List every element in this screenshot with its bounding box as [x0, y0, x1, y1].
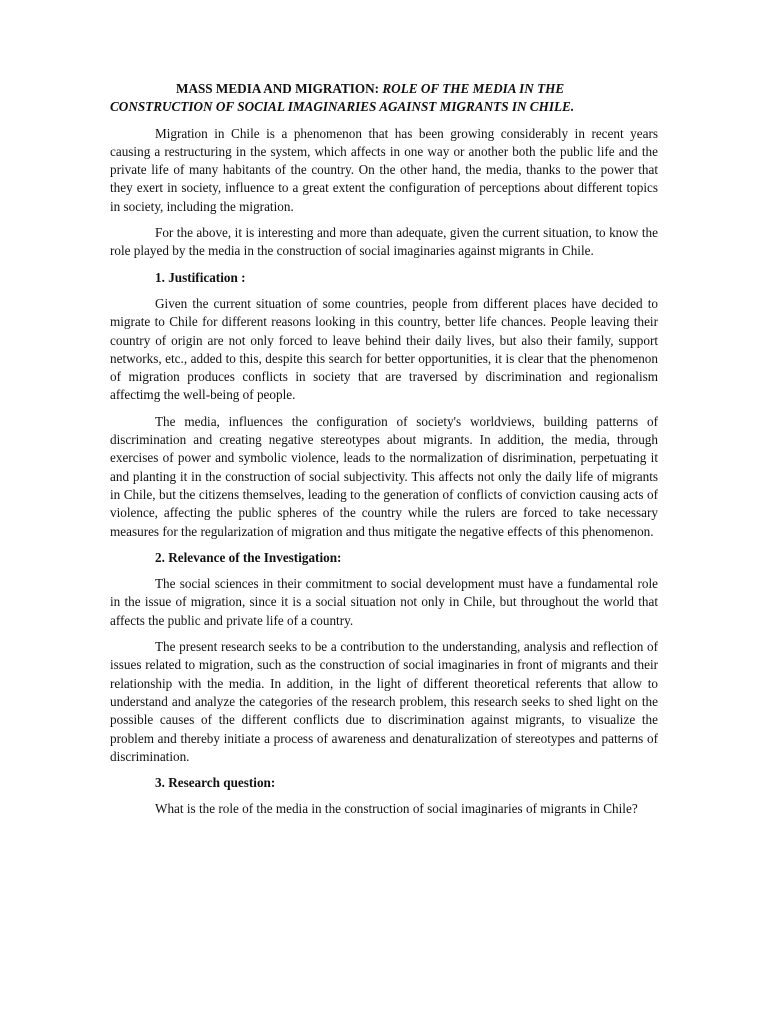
intro-paragraph-1: Migration in Chile is a phenomenon that has been growing considerably in recent years causing a restructuring in the system, which affects in one way or another both the public life and the private life of many habitants of the country. On the other hand, the media, thanks to the power that they exert in society, influence to a great extent the configuration of perceptions about different topics in society, including the migration.	[110, 125, 658, 214]
section-heading-relevance: 2. Relevance of the Investigation:	[155, 549, 342, 565]
document-page	[110, 80, 658, 827]
relevance-paragraph-1: The social sciences in their commitment to social development must have a fundamental role in the issue of migration, since it is a social situation not only in Chile, but throughout the world that affects the public and private life of a country.	[110, 576, 658, 628]
section-heading-research-question: 3. Research question:	[155, 775, 276, 791]
title-plain: MASS MEDIA AND MIGRATION:	[176, 81, 383, 96]
title-italic: ROLE OF THE MEDIA IN THE CONSTRUCTION OF SOCIAL IMAGINARIES AGAINST MIGRANTS IN CHILE.	[110, 81, 575, 115]
intro-paragraph-2: For the above, it is interesting and more than adequate, given the current situation, to know the role played by the media in the construction of social imaginaries against migrants in Chile.	[110, 225, 658, 259]
justification-paragraph-2: The media, influences the configuration of society's worldviews, building patterns of discrimination and creating negative stereotypes about migrants. In addition, the media, through exercises of power and symbolic violence, leads to the normalization of disrimination, perpetuating it and planting it in the construction of social subjectivity. This affects not only the daily life of migrants in Chile, but the citizens themselves, leading to the generation of conflicts of conviction causing acts of violence, affecting the public spheres of the country while the rulers are forced to take necessary measures for the regularization of migration and thus mitigate the negative effects of this phenomenon.	[110, 413, 658, 539]
document-title	[110, 80, 658, 117]
relevance-paragraph-2: The present research seeks to be a contribution to the understanding, analysis and reflection of issues related to migration, such as the construction of social imaginaries in front of migrants and their relationship with the media. In addition, in the light of different theoretical referents that allow to understand and analyze the categories of the research problem, this research seeks to shed light on the possible causes of the different conflicts due to discrimination against migrants, to visualize the problem and thereby initiate a process of awareness and denaturalization of stereotypes and patterns of discrimination.	[110, 639, 658, 764]
justification-paragraph-1: Given the current situation of some countries, people from different places have decided to migrate to Chile for different reasons looking in this country, better life chances. People leaving their country of origin are not only forced to leave behind their daily lives, but also their family, support networks, etc., added to this, despite this search for better opportunities, it is clear that the phenomenon of migration produces conflicts in society that are traversed by discrimination and regionalism affectimg the well-being of people.	[110, 295, 658, 403]
section-heading-justification: 1. Justification :	[155, 269, 246, 285]
research-question-paragraph: What is the role of the media in the construction of social imaginaries of migrants in Chile?	[155, 801, 638, 817]
